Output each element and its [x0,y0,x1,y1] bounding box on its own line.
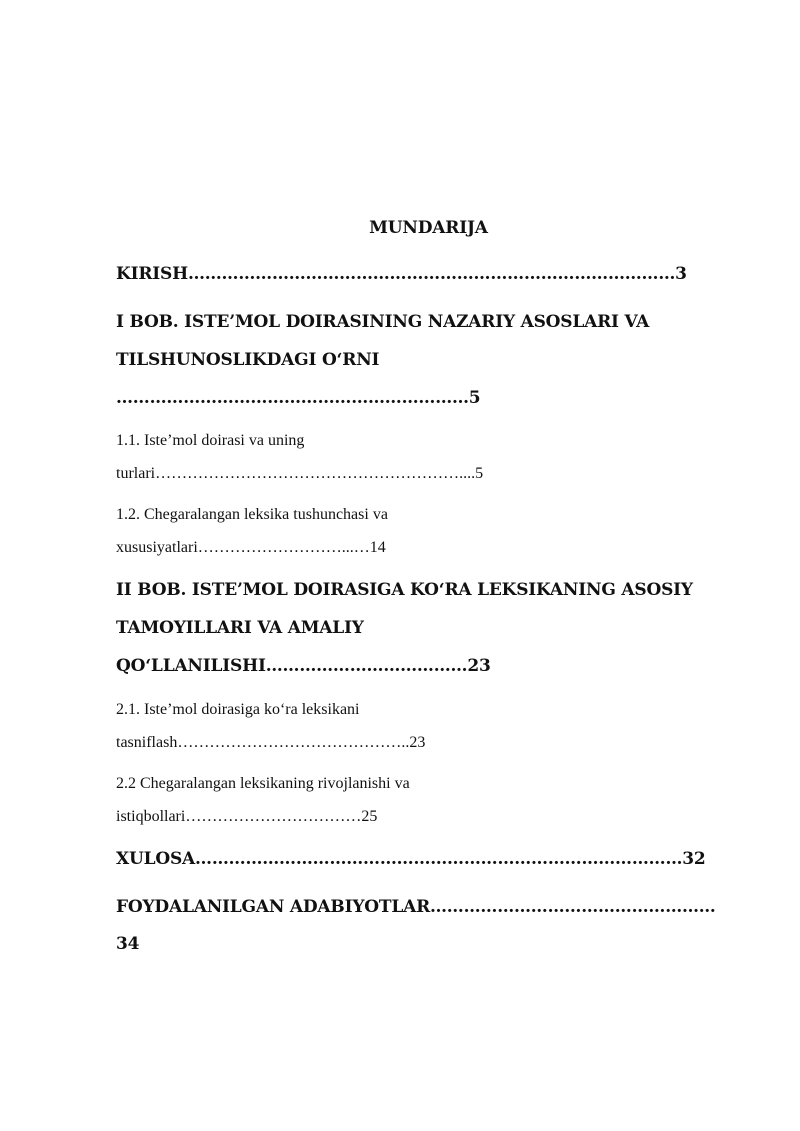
toc-entry-chapter-1-line-3: ………………………………………………………5 [116,388,481,408]
toc-entry-bibliography-line-1: FOYDALANILGAN ADABIYOTLAR…………………………………………… [116,897,716,917]
toc-entry-1-1-line-1: 1.1. Iste’mol doirasi va uning [116,432,305,449]
page-title: MUNDARIJA [369,218,488,238]
toc-entry-1-2-line-1: 1.2. Chegaralangan leksika tushunchasi va [116,506,388,523]
toc-entry-1-1-line-2: turlari…………………………………………………....5 [116,465,484,482]
toc-entry-xulosa: XULOSA……………………………………………………………………………32 [116,849,706,869]
toc-entry-chapter-1-line-1: I BOB. ISTE’MOL DOIRASINING NAZARIY ASOSLARI VA [116,312,650,332]
toc-entry-chapter-2-line-3: QO‘LLANILISHI………………………………23 [116,656,491,676]
toc-entry-chapter-1-line-2: TILSHUNOSLIKDAGI O‘RNI [116,350,380,370]
toc-entry-2-2-line-1: 2.2 Chegaralangan leksikaning rivojlanishi va [116,775,410,792]
toc-entry-1-2-line-2: xususiyatlari………………………...…14 [116,539,386,556]
toc-entry-2-2-line-2: istiqbollari……………………………25 [116,808,378,825]
toc-entry-chapter-2-line-1: II BOB. ISTE’MOL DOIRASIGA KO‘RA LEKSIKANING ASOSIY [116,580,693,600]
toc-entry-bibliography-line-2: 34 [116,934,140,954]
toc-entry-2-1-line-2: tasniflash……………………………………..23 [116,734,426,751]
toc-entry-2-1-line-1: 2.1. Iste’mol doirasiga ko‘ra leksikani [116,701,360,718]
toc-entry-kirish: KIRISH……………………………………………………………………………3 [116,264,687,284]
toc-entry-chapter-2-line-2: TAMOYILLARI VA AMALIY [116,618,364,638]
